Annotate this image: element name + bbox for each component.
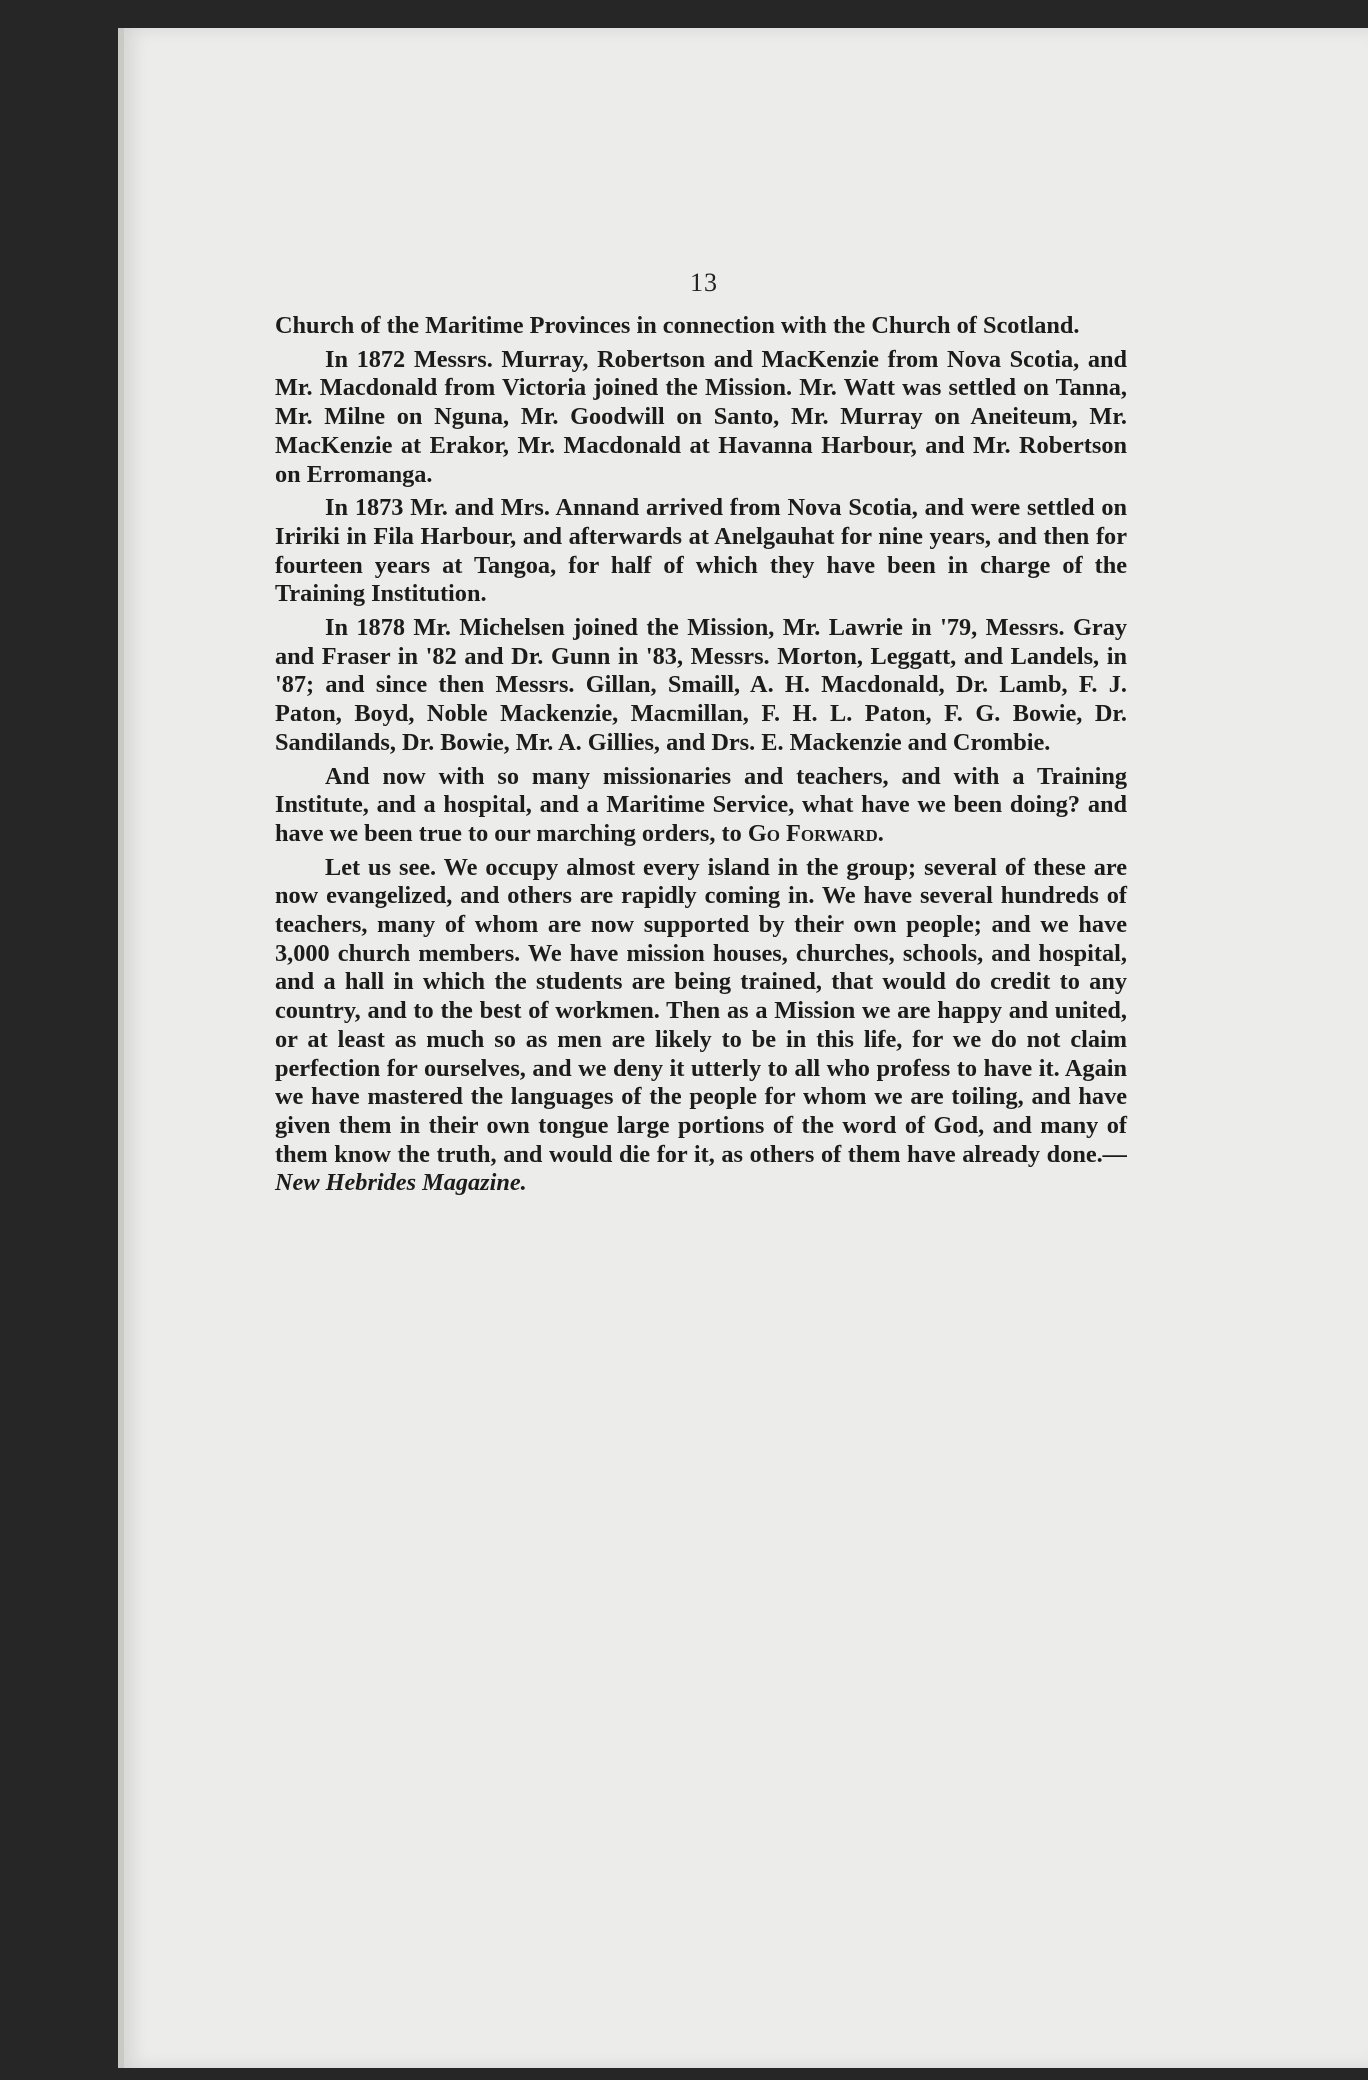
page-number: 13 xyxy=(690,268,718,297)
paragraph-continuation: Church of the Maritime Provinces in connection with the Church of Scotland. xyxy=(275,312,1080,339)
paragraph-go-forward xyxy=(275,763,1127,849)
go-forward-small-caps: Go Forward xyxy=(747,819,878,847)
paragraph-let-us-see xyxy=(275,854,1127,1198)
go-forward-text: And now with so many missionaries and teachers, and with a Training Institute, and a hospital, and a Maritime Service, what have we been doing? and have we been true to our marching orders, to xyxy=(275,762,1127,847)
go-forward-end: . xyxy=(877,819,884,847)
let-us-see-text: Let us see. We occupy almost every island in the group; several of these are now evangelized, and others are rapidly coming in. We have several hundreds of teachers, many of whom are now supported by their own people; and we have 3,000 church members. We have mission houses, churches, schools, and hospital, and a hall in which the students are being trained, that would do credit to any country, and to the best of workmen. Then as a Mission we are happy and united, or at least as much so as men are likely to be in this life, for we do not claim perfection for ourselves, and we deny it utterly to all who profess to have it. Again we have mastered the languages of the people for whom we are toiling, and have given them in their own tongue large portions of the word of God, and many of them know the truth, and would die for it, as others of them have already done. xyxy=(275,853,1127,1168)
paragraph-1872: In 1872 Messrs. Murray, Robertson and MacKenzie from Nova Scotia, and Mr. Macdonald from Victoria joined the Mission. Mr. Watt was settled on Tanna, Mr. Milne on Nguna, Mr. Goodwill on Santo, Mr. Murray on Aneiteum, Mr. MacKenzie at Erakor, Mr. Macdonald at Havanna Harbour, and Mr. Robertson on Erromanga. xyxy=(275,345,1127,488)
page-body xyxy=(275,312,1127,1203)
paragraph-1878: In 1878 Mr. Michelsen joined the Mission, Mr. Lawrie in '79, Messrs. Gray and Fraser in '82 and Dr. Gunn in '83, Messrs. Morton, Leggatt, and Landels, in '87; and since then Messrs. Gillan, Smaill, A. H. Macdonald, Dr. Lamb, F. J. Paton, Boyd, Noble Mackenzie, Macmillan, F. H. L. Paton, F. G. Bowie, Dr. Sandilands, Dr. Bowie, Mr. A. Gillies, and Drs. E. Mackenzie and Crombie. xyxy=(275,614,1127,756)
paragraph-1873: In 1873 Mr. and Mrs. Annand arrived from Nova Scotia, and were settled on Iririki in Fila Harbour, and afterwards at Anelgauhat for nine years, and then for fourteen years at Tangoa, for half of which they have been in charge of the Training Institution. xyxy=(275,494,1127,608)
source-attribution: —New Hebrides Magazine. xyxy=(275,1140,1127,1197)
